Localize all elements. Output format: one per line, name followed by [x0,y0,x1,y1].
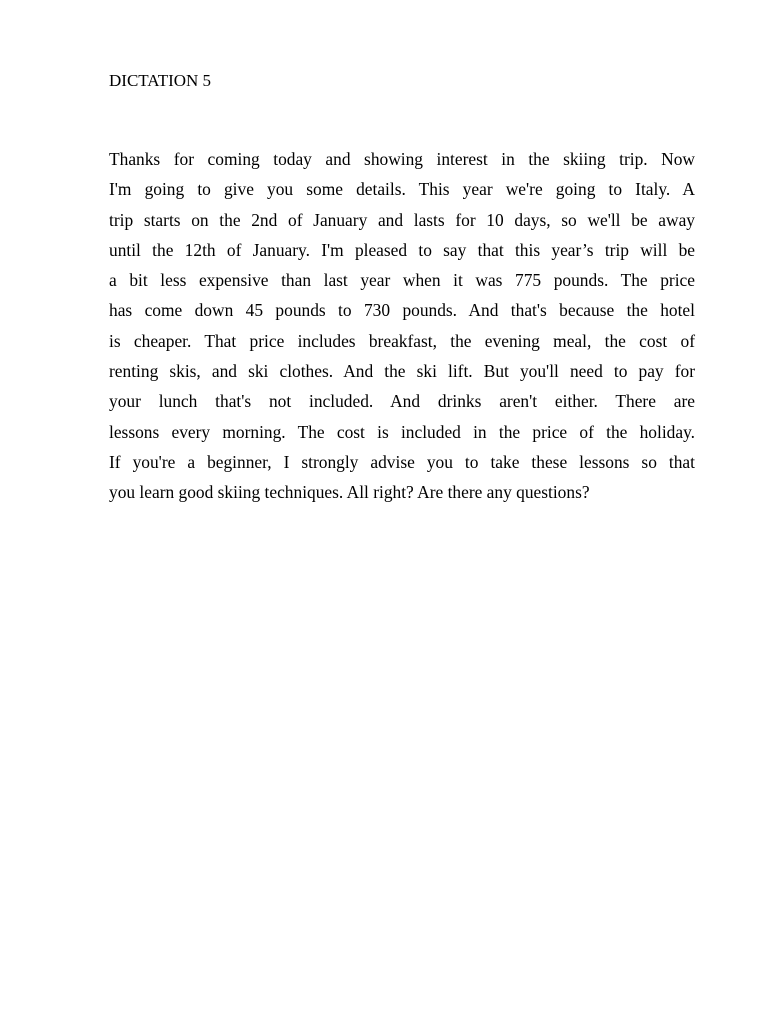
document-title: DICTATION 5 [109,71,212,90]
paragraph-line: lessons every morning. The cost is included in the price of the holiday. [109,421,695,442]
paragraph-line: trip starts on the 2nd of January and lasts for 10 days, so we'll be away [109,209,695,230]
dictation-paragraph [109,144,695,508]
paragraph-line: has come down 45 pounds to 730 pounds. And that's because the hotel [109,300,695,321]
paragraph-line: If you're a beginner, I strongly advise you to take these lessons so that [109,451,695,472]
paragraph-line: I'm going to give you some details. This year we're going to Italy. A [109,179,695,200]
paragraph-line: is cheaper. That price includes breakfast, the evening meal, the cost of [109,330,695,351]
paragraph-line: you learn good skiing techniques. All right? Are there any questions? [109,482,590,503]
paragraph-line: until the 12th of January. I'm pleased to say that this year’s trip will be [109,239,695,260]
paragraph-line: a bit less expensive than last year when it was 775 pounds. The price [109,270,695,291]
paragraph-line: Thanks for coming today and showing interest in the skiing trip. Now [109,149,695,169]
paragraph-line: your lunch that's not included. And drinks aren't either. There are [109,391,695,412]
paragraph-line: renting skis, and ski clothes. And the ski lift. But you'll need to pay for [109,361,695,382]
